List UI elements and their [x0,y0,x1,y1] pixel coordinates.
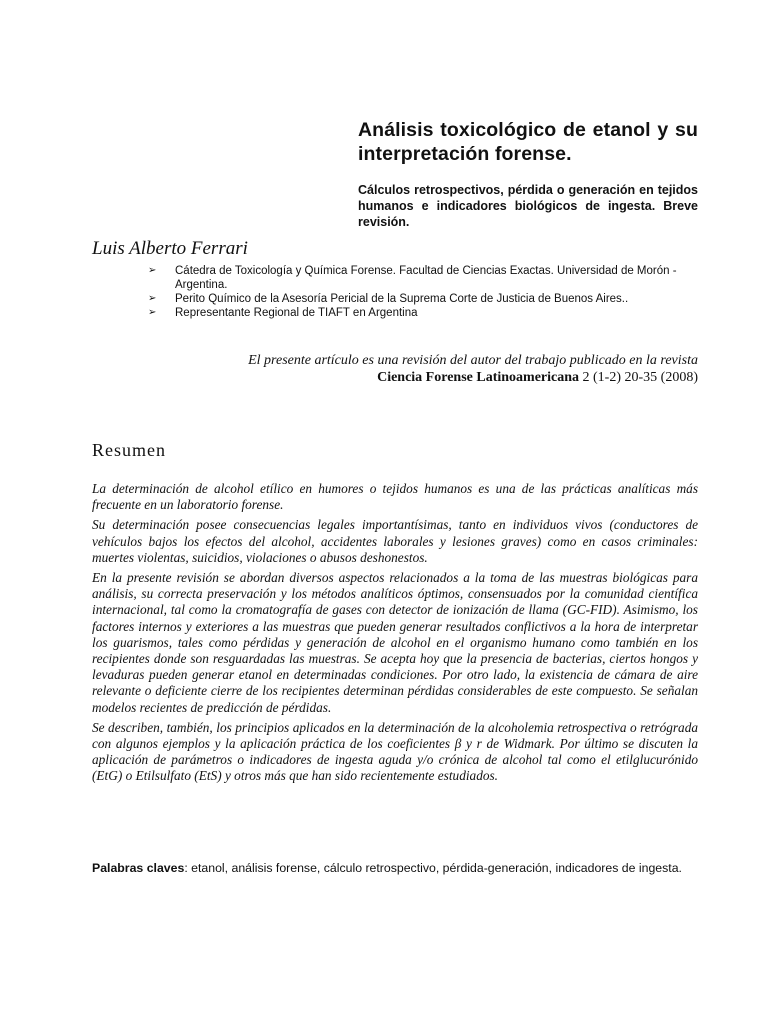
abstract-paragraph: Su determinación posee consecuencias legales importantísimas, tanto en individuos vivos (conductores de vehículos bajos los efectos del alcohol, accidentes laborales y lesiones graves) como en casos criminales: muertes violentas, suicidios, violaciones o abusos deshonestos. [92,517,698,565]
arrow-bullet-icon: ➢ [148,293,157,304]
publication-note-intro: El presente artículo es una revisión del autor del trabajo publicado en la revista [248,353,698,368]
abstract-paragraph: La determinación de alcohol etílico en humores o tejidos humanos es una de las prácticas analíticas más frecuente en un laboratorio forense. [92,481,698,513]
section-heading-resumen: Resumen [92,440,166,460]
keywords-label: Palabras claves [92,861,185,875]
abstract-paragraph: En la presente revisión se abordan diversos aspectos relacionados a la toma de las muestras biológicas para análisis, su correcta preservación y los métodos analíticos óptimos, consensuados por la comunidad científica internacional, tal como la cromatografía de gases con detector de ionización de llama (GC-FID). Asimismo, los factores internos y exteriores a las muestras que pueden generar resultados conflictivos a la hora de interpretar los guarismos, tales como pérdidas y generación de alcohol en el organismo humano como también en los recipientes donde son resguardadas las muestras. Se acepta hoy que la presencia de bacterias, ciertos hongos y levaduras pueden generar etanol en determinadas condiciones. Por otro lado, la existencia de cámara de aire relevante o deficiente cierre de los recipientes determinan pérdidas considerables de este compuesto. Se señalan modelos recientes de predicción de pérdidas. [92,570,698,715]
author-name: Luis Alberto Ferrari [92,238,248,259]
arrow-bullet-icon: ➢ [148,265,157,276]
affiliation-item [148,306,700,320]
paper-subtitle: Cálculos retrospectivos, pérdida o generación en tejidos humanos e indicadores biológicos de ingesta. Breve revisión. [358,183,698,229]
affiliation-item [148,264,700,292]
journal-citation: 2 (1-2) 20-35 (2008) [579,370,698,385]
affiliation-text: Representante Regional de TIAFT en Argentina [175,307,418,319]
affiliation-text: Perito Químico de la Asesoría Pericial de la Suprema Corte de Justicia de Buenos Aires.. [175,293,629,305]
abstract-body [92,481,698,789]
affiliation-item [148,292,700,306]
arrow-bullet-icon: ➢ [148,307,157,318]
journal-name: Ciencia Forense Latinoamericana [377,370,580,385]
keywords-text: : etanol, análisis forense, cálculo retrospectivo, pérdida-generación, indicadores de ingesta. [184,861,682,875]
paper-title: Análisis toxicológico de etanol y su interpretación forense. [358,119,698,165]
affiliation-text: Cátedra de Toxicología y Química Forense. Facultad de Ciencias Exactas. Universidad de Morón - Argentina. [175,265,677,291]
publication-note [150,352,698,386]
abstract-paragraph: Se describen, también, los principios aplicados en la determinación de la alcoholemia retrospectiva o retrógrada con algunos ejemplos y la aplicación práctica de los coeficientes β y r de Widmark. Por último se discuten la aplicación de parámetros o indicadores de ingesta aguda y/o crónica de alcohol tal como el etilglucurónido (EtG) o Etilsulfato (EtS) y otros más que han sido recientemente estudiados. [92,719,698,784]
affiliation-list [148,264,700,320]
title-block [358,118,698,230]
keywords [92,860,698,876]
